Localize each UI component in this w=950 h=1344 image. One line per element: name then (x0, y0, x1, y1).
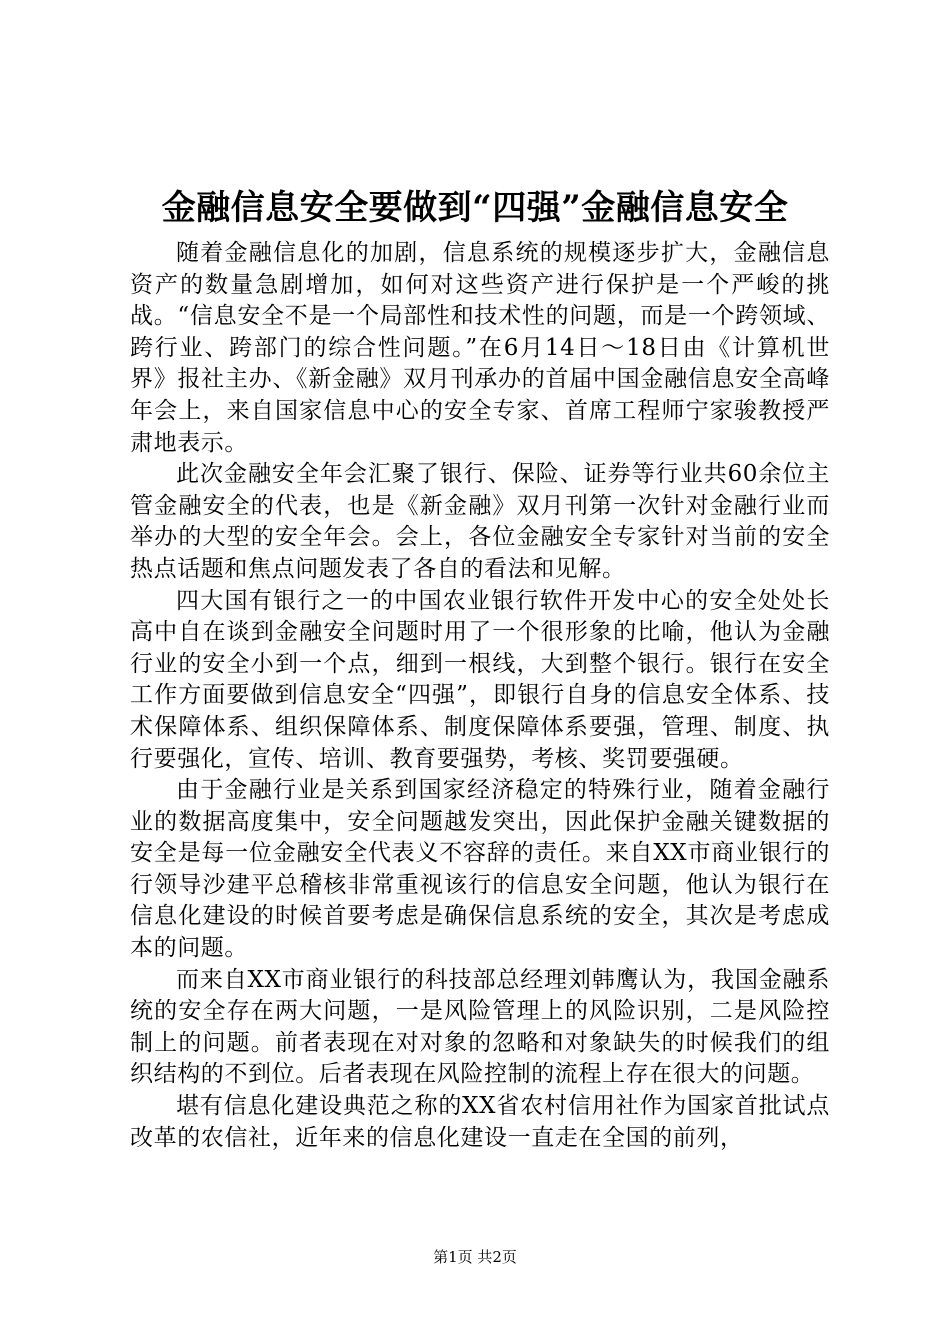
paragraph-1: 随着金融信息化的加剧，信息系统的规模逐步扩大，金融信息资产的数量急剧增加，如何对这些资产进行保护是一个严峻的挑战。“信息安全不是一个局部性和技术性的问题，而是一个跨领域、跨行业、跨部门的综合性问题。”在6月14日～18日由《计算机世界》报社主办、《新金融》双月刊承办的首届中国金融信息安全高峰年会上，来自国家信息中心的安全专家、首席工程师宁家骏教授严肃地表示。 (130, 240, 830, 456)
document-body (130, 238, 830, 1154)
paragraph-4: 由于金融行业是关系到国家经济稳定的特殊行业，随着金融行业的数据高度集中，安全问题越发突出，因此保护金融关键数据的安全是每一位金融安全代表义不容辞的责任。来自XX市商业银行的行领导沙建平总稽核非常重视该行的信息安全问题，他认为银行在信息化建设的时候首要考虑是确保信息系统的安全，其次是考虑成本的问题。 (130, 777, 830, 962)
paragraph-5: 而来自XX市商业银行的科技部总经理刘韩鹰认为，我国金融系统的安全存在两大问题，一是风险管理上的风险识别，二是风险控制上的问题。前者表现在对对象的忽略和对象缺失的时候我们的组织结构的不到位。后者表现在风险控制的流程上存在很大的问题。 (130, 966, 830, 1088)
document-title: 金融信息安全要做到“四强”金融信息安全 (161, 188, 789, 228)
paragraph-3: 四大国有银行之一的中国农业银行软件开发中心的安全处处长高中自在谈到金融安全问题时用了一个很形象的比喻，他认为金融行业的安全小到一个点，细到一根线，大到整个银行。银行在安全工作方面要做到信息安全“四强”，即银行自身的信息安全体系、技术保障体系、组织保障体系、制度保障体系要强，管理、制度、执行要强化，宣传、培训、教育要强势，考核、奖罚要强硬。 (130, 587, 830, 772)
paragraph-2: 此次金融安全年会汇聚了银行、保险、证券等行业共60余位主管金融安全的代表，也是《新金融》双月刊第一次针对金融行业而举办的大型的安全年会。会上，各位金融安全专家针对当前的安全热点话题和焦点问题发表了各自的看法和见解。 (130, 461, 830, 582)
page-footer: 第1页 共2页 (433, 1248, 517, 1266)
paragraph-6: 堪有信息化建设典范之称的XX省农村信用社作为国家首批试点改革的农信社，近年来的信息化建设一直走在全国的前列， (130, 1093, 830, 1151)
